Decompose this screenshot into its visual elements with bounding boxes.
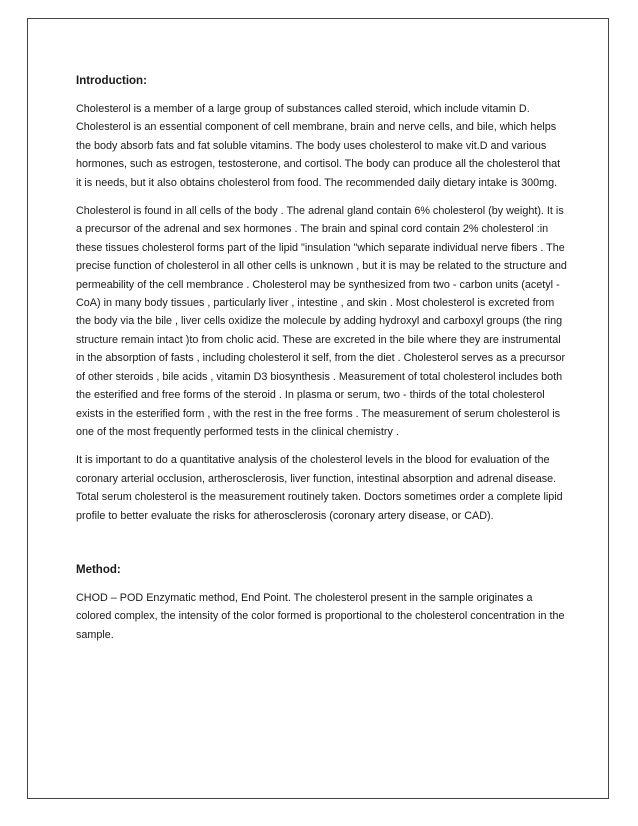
method-heading: Method: bbox=[76, 563, 121, 576]
introduction-paragraph-3: It is important to do a quantitative analysis of the cholesterol levels in the blood for evaluation of the coronary arterial occlusion, artherosclerosis, liver function, intestinal absorption and adrenal disease. Total serum cholesterol is the measurement routinely taken. Doctors sometimes order a complete lipid profile to better evaluate the risks for atherosclerosis (coronary artery disease, or CAD). bbox=[76, 454, 563, 522]
introduction-paragraph-1: Cholesterol is a member of a large group of substances called steroid, which include vitamin D. Cholesterol is an essential component of cell membrane, brain and nerve cells, and bile, which helps the body absorb fats and fat soluble vitamins. The body uses cholesterol to make vit.D and various hormones, such as estrogen, testosterone, and cortisol. The body can produce all the cholesterol that it is needs, but it also obtains cholesterol from food. The recommended daily dietary intake is 300mg. bbox=[76, 103, 561, 189]
introduction-heading: Introduction: bbox=[76, 75, 147, 87]
document-body bbox=[76, 72, 568, 654]
method-paragraph-1: CHOD – POD Enzymatic method, End Point. The cholesterol present in the sample originates a colored complex, the intensity of the color formed is proportional to the cholesterol concentration in the sample. bbox=[76, 591, 565, 641]
section-spacer bbox=[76, 535, 568, 553]
introduction-paragraph-2: Cholesterol is found in all cells of the body . The adrenal gland contain 6% cholesterol (by weight). It is a precursor of the adrenal and sex hormones . The brain and spinal cord contain 2% cholesterol :in these tissues cholesterol forms part of the lipid "insulation "which separate individual nerve fibers . The precise function of cholesterol in all other cells is unknown , but it is may be related to the structure and permeability of the cell membrance . Cholesterol may be synthesized from two - carbon units (acetyl - CoA) in many body tissues , particularly liver , intestine , and skin . Most cholesterol is excreted from the body via the bile , liver cells oxidize the molecule by adding hydroxyl and carboxyl groups (the ring structure remain intact )to from cholic acid. These are excreted in the bile where they are instrumental in the absorption of fasts , including cholesterol it self, from the diet . Cholesterol serves as a precursor of other steroids , bile acids , vitamin D3 biosynthesis . Measurement of total cholesterol includes both the esterified and free forms of the steroid . In plasma or serum, two - thirds of the total cholesterol exists in the esterified form , with the rest in the free forms . The measurement of serum cholesterol is one of the most frequently performed tests in the clinical chemistry . bbox=[76, 205, 567, 438]
